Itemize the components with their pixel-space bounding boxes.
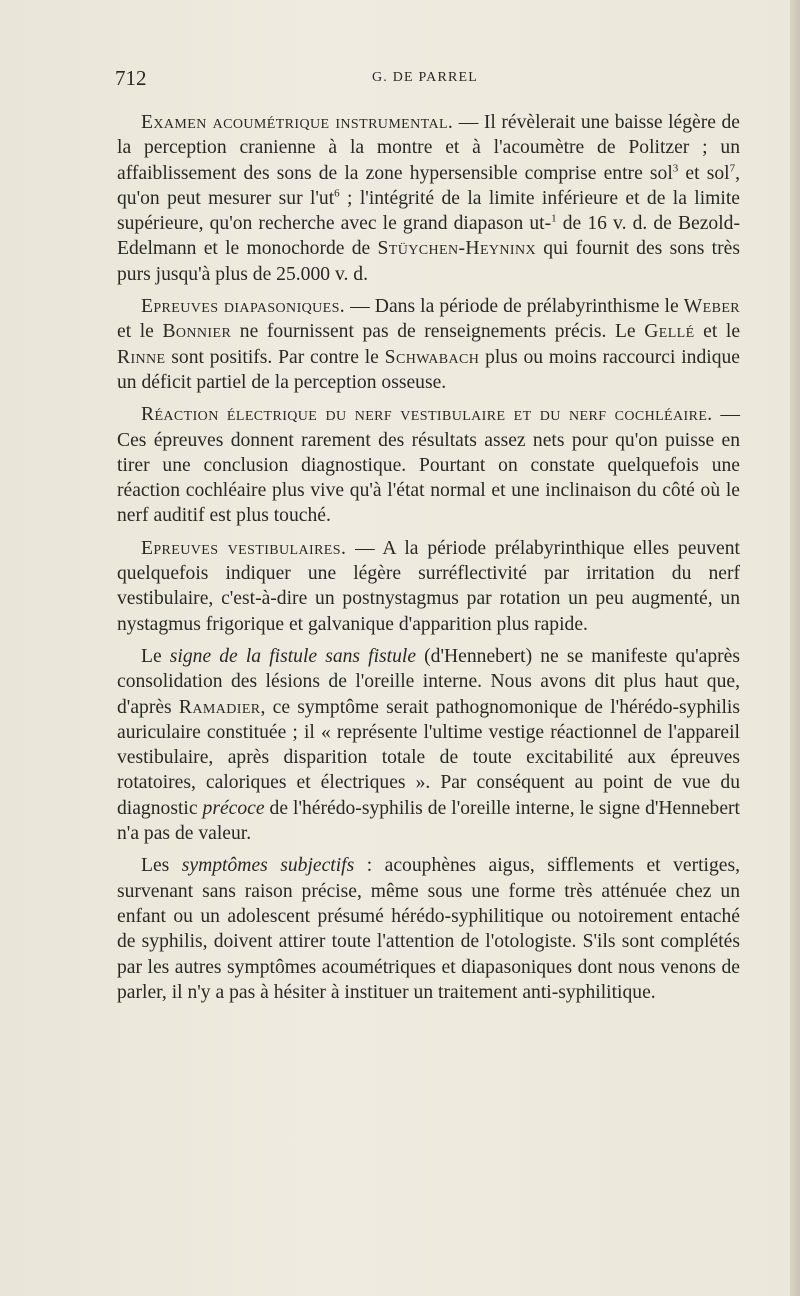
paragraph-examen-acoumetrique bbox=[117, 110, 740, 287]
italic-term: signe de la fistule sans fistule bbox=[169, 645, 417, 667]
page-header bbox=[115, 66, 740, 92]
text-run: de 16 v. d. de Bezold-Edelmann et le monochorde de bbox=[117, 213, 740, 260]
text-run: qui fournit des sons très purs jusqu'à plus de 25.000 v. d. bbox=[117, 238, 740, 285]
body-text bbox=[117, 110, 740, 1012]
test-name: Bonnier bbox=[162, 321, 232, 343]
paragraph-epreuves-diapasoniques bbox=[117, 294, 740, 395]
text-run: — Ces épreuves donnent rarement des résultats assez nets pour qu'on puisse en tirer une conclusion diagnostique. Pourtant on constate quelquefois une réaction cochléaire plus vive qu'à l'état normal et une inclinaison du côté où le nerf auditif est plus touché. bbox=[117, 404, 740, 527]
section-heading: Réaction électrique du nerf vestibulaire et du nerf cochléaire. bbox=[141, 404, 713, 426]
text-run: — Il révèlerait une baisse légère de la perception cranienne à la montre et à l'acoumètre de Politzer ; un affaiblissement des sons de la zone hypersensible comprise entre sol bbox=[117, 112, 740, 184]
running-head: G. DE PARREL bbox=[372, 70, 479, 85]
text-run: Le bbox=[141, 645, 170, 667]
test-name: Schwabach bbox=[384, 346, 480, 368]
text-run: sont positifs. Par contre le bbox=[165, 346, 385, 368]
superscript: 1 bbox=[551, 212, 557, 225]
text-run: et sol bbox=[678, 162, 730, 184]
paragraph-reaction-electrique bbox=[117, 402, 740, 528]
text-run: : acouphènes aigus, sifflements et vertiges, survenant sans raison précise, même sous une forme très atténuée chez un enfant ou un adolescent présumé hérédo-syphilitique ou notoirement entaché de syphilis, doivent attirer toute l'attention de l'otologiste. S'ils sont complétés par les autres symptômes acoumétriques et diapasoniques dont nous venons de parler, il n'y a pas à hésiter à instituer un traitement anti-syphilitique. bbox=[117, 855, 740, 1003]
text-run: — A la période prélabyrinthique elles peuvent quelquefois indiquer une légère surréflectivité par irritation du nerf vestibulaire, c'est-à-dire un postnystagmus par rotation un peu augmenté, un nystagmus frigorique et galvanique d'apparition plus rapide. bbox=[117, 537, 740, 635]
text-run: (d'Hennebert) ne se manifeste qu'après consolidation des lésions de l'oreille interne. Nous avons dit plus haut que, d'après bbox=[117, 645, 740, 718]
text-run: et le bbox=[694, 321, 741, 343]
author-name: Stüychen-Heyninx bbox=[377, 238, 537, 260]
test-name: Rinne bbox=[117, 346, 166, 368]
section-heading: Epreuves vestibulaires. bbox=[141, 537, 347, 559]
section-heading: Examen acoumétrique instrumental. bbox=[141, 112, 454, 133]
text-run: ne fournissent pas de renseignements précis. Le bbox=[231, 321, 645, 343]
test-name: Weber bbox=[683, 296, 741, 318]
paragraph-signe-fistule bbox=[117, 644, 740, 846]
italic-term: symptômes subjectifs bbox=[181, 855, 355, 877]
section-heading: Epreuves diapasoniques. bbox=[141, 296, 346, 318]
text-run: ; l'intégrité de la limite inférieure et de la limite supérieure, qu'on recherche avec le grand diapason ut- bbox=[117, 187, 740, 235]
paragraph-symptomes-subjectifs bbox=[117, 853, 740, 1005]
author-name: Ramadier bbox=[178, 696, 261, 718]
paragraph-epreuves-vestibulaires bbox=[117, 536, 740, 637]
superscript: 3 bbox=[672, 162, 679, 175]
text-run: et le bbox=[117, 321, 163, 343]
italic-term: précoce bbox=[202, 797, 265, 819]
text-run: — Dans la période de prélabyrinthisme le bbox=[345, 296, 684, 318]
text-run: plus ou moins raccourci indique un déficit partiel de la perception osseuse. bbox=[117, 346, 740, 393]
text-run: de l'hérédo-syphilis de l'oreille interne, le signe d'Hennebert n'a pas de valeur. bbox=[117, 797, 740, 845]
text-run: , qu'on peut mesurer sur l'ut bbox=[117, 162, 740, 209]
page-number: 712 bbox=[115, 66, 147, 90]
test-name: Gellé bbox=[644, 321, 695, 343]
page-edge-shadow bbox=[790, 0, 800, 1296]
text-run: Les bbox=[141, 855, 182, 877]
superscript: 6 bbox=[334, 187, 340, 200]
text-run: , ce symptôme serait pathognomonique de l'hérédo-syphilis auriculaire constituée ; il « représente l'ultime vestige réactionnel de l'appareil vestibulaire, après disparition totale de toute excitabilité aux épreuves rotatoires, caloriques et électriques ». Par conséquent au point de vue du diagnostic bbox=[117, 696, 740, 819]
superscript: 7 bbox=[729, 162, 736, 175]
